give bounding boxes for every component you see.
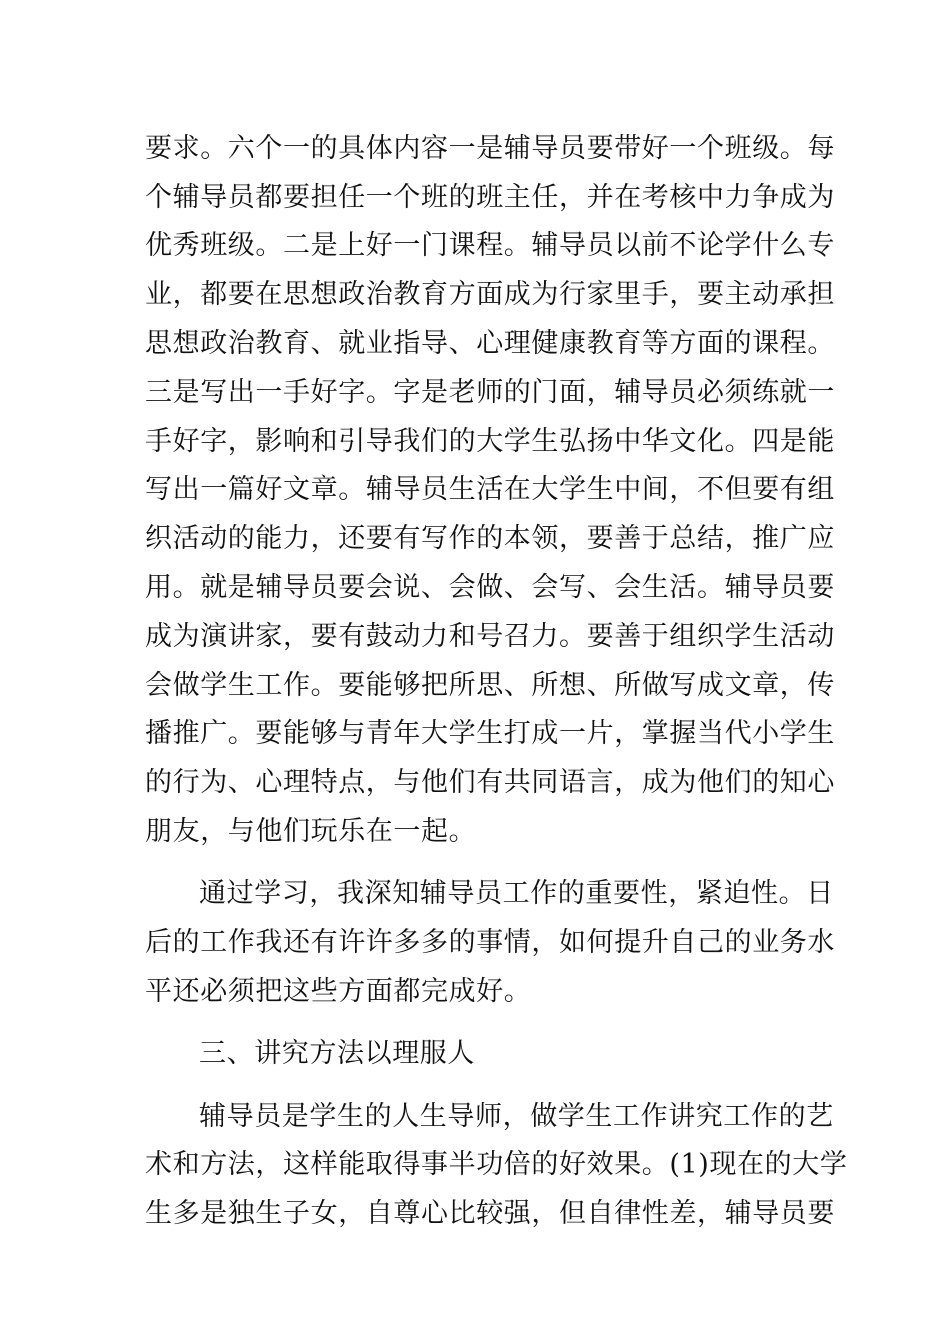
text-line: 业，都要在思想政治教育方面成为行家里手，要主动承担 xyxy=(145,279,835,310)
text-line: 会做学生工作。要能够把所思、所想、所做写成文章，传 xyxy=(145,670,835,701)
text-line: 要求。六个一的具体内容一是辅导员要带好一个班级。每 xyxy=(145,133,835,164)
text-line: 播推广。要能够与青年大学生打成一片，掌握当代小学生 xyxy=(145,718,835,749)
text-line: 生多是独生子女，自尊心比较强，但自律性差，辅导员要 xyxy=(145,1198,835,1229)
text-line: 辅导员是学生的人生导师，做学生工作讲究工作的艺 xyxy=(199,1101,834,1132)
text-line: 朋友，与他们玩乐在一起。 xyxy=(145,816,477,847)
section-heading: 三、讲究方法以理服人 xyxy=(199,1038,475,1069)
text-line: 术和方法，这样能取得事半功倍的好效果。(1)现在的大学 xyxy=(145,1149,848,1180)
text-line: 成为演讲家，要有鼓动力和号召力。要善于组织学生活动 xyxy=(145,621,835,652)
text-line: 通过学习，我深知辅导员工作的重要性，紧迫性。日 xyxy=(199,878,834,909)
text-line: 的行为、心理特点，与他们有共同语言，成为他们的知心 xyxy=(145,767,835,798)
text-line: 用。就是辅导员要会说、会做、会写、会生活。辅导员要 xyxy=(145,572,835,603)
text-line: 思想政治教育、就业指导、心理健康教育等方面的课程。 xyxy=(145,328,835,359)
text-line: 优秀班级。二是上好一门课程。辅导员以前不论学什么专 xyxy=(145,230,835,261)
text-line: 手好字，影响和引导我们的大学生弘扬中华文化。四是能 xyxy=(145,426,835,457)
text-line: 平还必须把这些方面都完成好。 xyxy=(145,976,532,1007)
text-line: 个辅导员都要担任一个班的班主任，并在考核中力争成为 xyxy=(145,182,835,213)
text-line: 写出一篇好文章。辅导员生活在大学生中间，不但要有组 xyxy=(145,474,835,505)
text-line: 后的工作我还有许许多多的事情，如何提升自己的业务水 xyxy=(145,927,835,958)
text-line: 织活动的能力，还要有写作的本领，要善于总结，推广应 xyxy=(145,523,835,554)
text-line: 三是写出一手好字。字是老师的门面，辅导员必须练就一 xyxy=(145,377,835,408)
